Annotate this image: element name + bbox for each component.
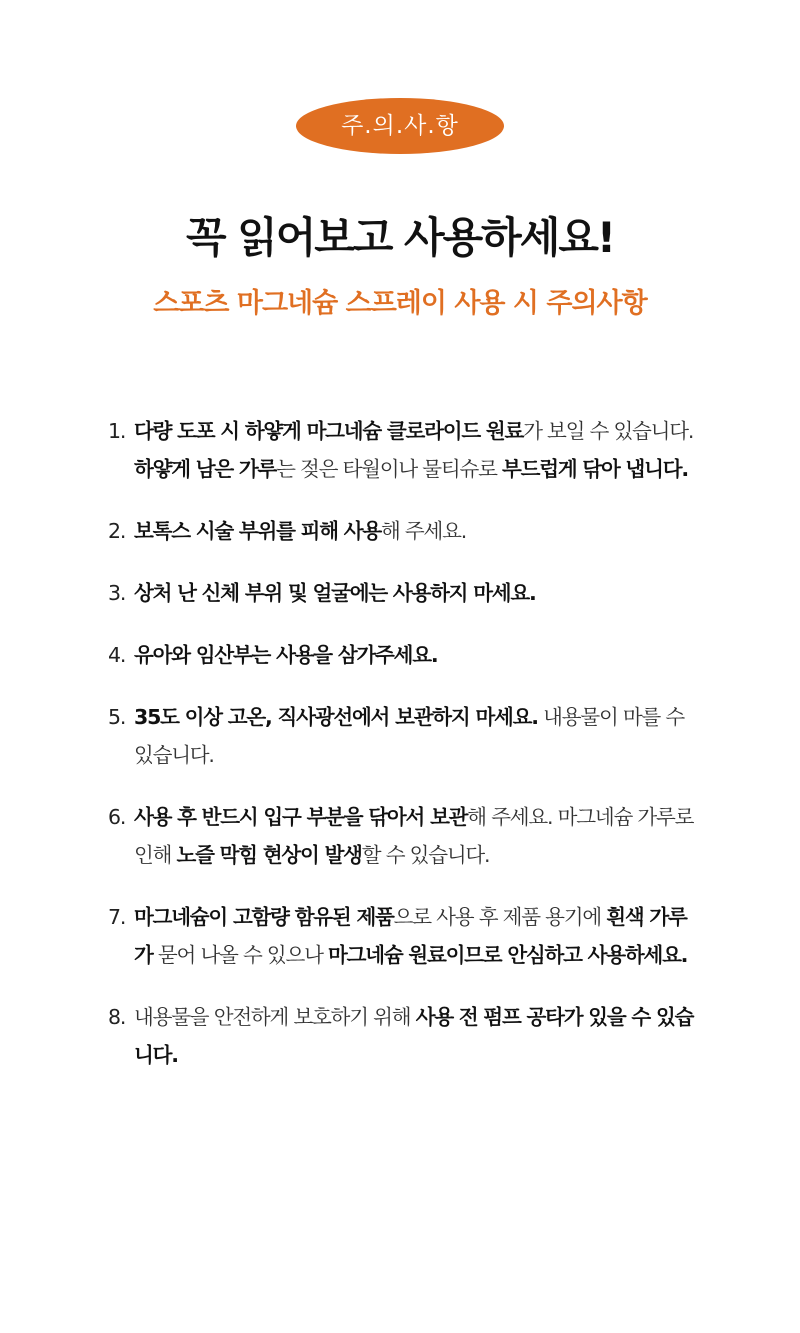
notice-text-bold: 부드럽게 닦아 냅니다. [502,457,688,481]
notice-text-bold: 마그네슘이 고함량 함유된 제품 [134,905,394,929]
notice-number: 4. [108,643,126,667]
notice-text-bold: 마그네슘 원료이므로 안심하고 사용하세요. [328,943,688,967]
notice-number: 1. [108,419,126,443]
notice-text-bold: 다량 도포 시 하얗게 마그네슘 클로라이드 원료 [134,419,524,443]
notice-text-bold: 하얗게 남은 가루 [134,457,277,481]
notice-text-bold: 상처 난 신체 부위 및 얼굴에는 사용하지 마세요. [134,581,536,605]
notice-text: 는 젖은 타월이나 물티슈로 [276,457,503,481]
notice-text-bold: 사용 전 펌프 공타가 있을 수 있습니다. [134,1005,694,1067]
notice-text-bold: 사용 후 반드시 입구 부분을 닦아서 보관 [134,805,468,829]
notice-text-bold: 유아와 임산부는 사용을 삼가주세요. [134,643,438,667]
notice-number: 8. [108,1005,126,1029]
notice-text: 해 주세요. [380,519,467,543]
notice-text: 가 보일 수 있습니다. [523,419,694,443]
notice-item [108,898,700,974]
notice-list [108,412,700,1098]
notice-item [108,998,700,1074]
notice-item [108,412,700,488]
notice-text: 묻어 나올 수 있으나 [152,943,329,967]
notice-text-bold: 노즐 막힘 현상이 발생 [176,843,362,867]
notice-badge: 주.의.사.항 [296,98,504,154]
notice-item [108,574,700,612]
notice-number: 7. [108,905,126,929]
notice-text: 으로 사용 후 제품 용기에 [393,905,607,929]
notice-text: 내용물이 마를 수 있습니다. [134,705,685,767]
notice-item [108,798,700,874]
notice-item [108,512,700,550]
notice-text: 할 수 있습니다. [361,843,490,867]
notice-text-bold: 35도 이상 고온, 직사광선에서 보관하지 마세요. [134,705,538,729]
notice-item [108,636,700,674]
page-title: 꼭 읽어보고 사용하세요! [185,213,615,262]
notice-number: 3. [108,581,126,605]
page-subtitle: 스포츠 마그네슘 스프레이 사용 시 주의사항 [153,288,647,319]
notice-text-bold: 보톡스 시술 부위를 피해 사용 [134,519,381,543]
notice-text-bold: 흰색 가루가 [134,905,687,967]
notice-text: 해 주세요. 마그네슘 가루로 인해 [134,805,694,867]
notice-number: 2. [108,519,126,543]
notice-number: 5. [108,705,126,729]
notice-number: 6. [108,805,126,829]
notice-text: 내용물을 안전하게 보호하기 위해 [134,1005,416,1029]
notice-item [108,698,700,774]
